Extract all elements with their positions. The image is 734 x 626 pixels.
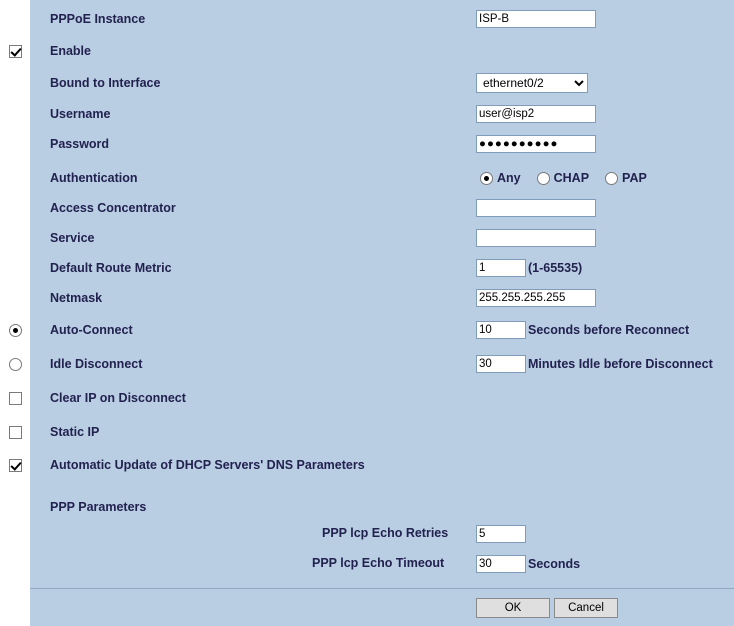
ppp-lcp-echo-timeout-suffix-label: Seconds: [528, 557, 581, 571]
row-static-ip: [0, 417, 734, 447]
control-cell-empty-8: [0, 223, 30, 253]
control-cell-empty-17: [0, 549, 30, 579]
row-password: [0, 129, 734, 159]
ok-button[interactable]: OK: [476, 598, 550, 618]
field-service: [476, 229, 596, 247]
pppoe-instance-input[interactable]: [476, 10, 596, 28]
label-auto-connect: Auto-Connect: [50, 323, 133, 337]
authentication-radio-group: [480, 171, 659, 185]
cancel-button[interactable]: Cancel: [554, 598, 618, 618]
auto-connect-seconds-input[interactable]: [476, 321, 526, 339]
auth-pap-radio[interactable]: [605, 172, 618, 185]
label-pppoe-instance: PPPoE Instance: [50, 12, 146, 26]
row-username: [0, 99, 734, 129]
control-cell-empty-6: [0, 163, 30, 193]
control-cell-auto-update-dhcp-dns[interactable]: [0, 450, 30, 480]
auth-chap-radio[interactable]: [537, 172, 550, 185]
idle-disconnect-suffix-label: Minutes Idle before Disconnect: [528, 357, 713, 371]
label-netmask: Netmask: [50, 291, 103, 305]
row-clear-ip-on-disconnect: [0, 383, 734, 413]
auth-option-any[interactable]: [480, 171, 521, 185]
label-enable: Enable: [50, 44, 91, 58]
username-input[interactable]: [476, 105, 596, 123]
control-cell-idle-disconnect[interactable]: [0, 349, 30, 379]
clear-ip-on-disconnect-checkbox[interactable]: [9, 392, 22, 405]
control-cell-auto-connect[interactable]: [0, 315, 30, 345]
row-auto-update-dhcp-dns: [0, 450, 734, 480]
auto-update-dhcp-dns-checkbox[interactable]: [9, 459, 22, 472]
field-bound-to-interface: [476, 73, 588, 93]
control-cell-static-ip[interactable]: [0, 417, 30, 447]
auth-any-label: Any: [497, 171, 521, 185]
idle-disconnect-radio[interactable]: [9, 358, 22, 371]
auth-chap-label: CHAP: [553, 171, 590, 185]
ppp-lcp-echo-retries-input[interactable]: [476, 525, 526, 543]
auth-option-chap[interactable]: [537, 171, 589, 185]
control-cell-empty-5: [0, 129, 30, 159]
label-ppp-lcp-echo-retries: PPP lcp Echo Retries: [322, 526, 449, 540]
bound-to-interface-select[interactable]: [476, 73, 588, 93]
netmask-input[interactable]: [476, 289, 596, 307]
row-enable: [0, 36, 734, 66]
field-username: [476, 105, 596, 123]
row-service: [0, 223, 734, 253]
auth-any-radio[interactable]: [480, 172, 493, 185]
row-default-route-metric: [0, 253, 734, 283]
row-idle-disconnect: [0, 349, 734, 379]
control-cell-empty-3: [0, 68, 30, 98]
label-access-concentrator: Access Concentrator: [50, 201, 176, 215]
enable-checkbox[interactable]: [9, 45, 22, 58]
control-cell-empty-10: [0, 283, 30, 313]
label-idle-disconnect: Idle Disconnect: [50, 357, 143, 371]
control-cell-empty-4: [0, 99, 30, 129]
auth-pap-label: PAP: [622, 171, 647, 185]
control-cell-empty-1: [0, 4, 30, 34]
label-ppp-lcp-echo-timeout: PPP lcp Echo Timeout: [312, 556, 445, 570]
row-bound-to-interface: [0, 68, 734, 98]
field-auto-connect: [476, 321, 526, 339]
field-ppp-lcp-echo-retries: [476, 525, 526, 543]
field-default-route-metric: [476, 259, 526, 277]
label-auto-update-dhcp-dns: Automatic Update of DHCP Servers' DNS Parameters: [50, 458, 365, 472]
label-bound-to-interface: Bound to Interface: [50, 76, 161, 90]
field-netmask: [476, 289, 596, 307]
control-cell-empty-16: [0, 519, 30, 549]
row-ppp-lcp-echo-retries: [0, 519, 734, 549]
field-access-concentrator: [476, 199, 596, 217]
label-service: Service: [50, 231, 95, 245]
idle-disconnect-minutes-input[interactable]: [476, 355, 526, 373]
label-default-route-metric: Default Route Metric: [50, 261, 172, 275]
control-cell-enable[interactable]: [0, 36, 30, 66]
auth-option-pap[interactable]: [605, 171, 647, 185]
label-password: Password: [50, 137, 110, 151]
default-route-metric-input[interactable]: [476, 259, 526, 277]
access-concentrator-input[interactable]: [476, 199, 596, 217]
row-access-concentrator: [0, 193, 734, 223]
row-authentication: [0, 163, 734, 193]
control-cell-empty-7: [0, 193, 30, 223]
ppp-parameters-section-title: PPP Parameters: [50, 500, 147, 514]
field-pppoe-instance: [476, 10, 596, 28]
row-pppoe-instance: [0, 4, 734, 34]
button-bar-divider: [30, 588, 734, 589]
control-cell-clear-ip[interactable]: [0, 383, 30, 413]
label-authentication: Authentication: [50, 171, 138, 185]
control-cell-empty-9: [0, 253, 30, 283]
label-static-ip: Static IP: [50, 425, 100, 439]
ppp-lcp-echo-timeout-input[interactable]: [476, 555, 526, 573]
row-auto-connect: [0, 315, 734, 345]
field-password: [476, 135, 596, 153]
label-username: Username: [50, 107, 111, 121]
auto-connect-suffix-label: Seconds before Reconnect: [528, 323, 690, 337]
field-ppp-lcp-echo-timeout: [476, 555, 526, 573]
default-route-metric-range-hint: (1-65535): [528, 261, 583, 275]
static-ip-checkbox[interactable]: [9, 426, 22, 439]
label-clear-ip-on-disconnect: Clear IP on Disconnect: [50, 391, 186, 405]
auto-connect-radio[interactable]: [9, 324, 22, 337]
row-netmask: [0, 283, 734, 313]
service-input[interactable]: [476, 229, 596, 247]
row-ppp-lcp-echo-timeout: [0, 549, 734, 579]
password-input[interactable]: [476, 135, 596, 153]
field-idle-disconnect: [476, 355, 526, 373]
